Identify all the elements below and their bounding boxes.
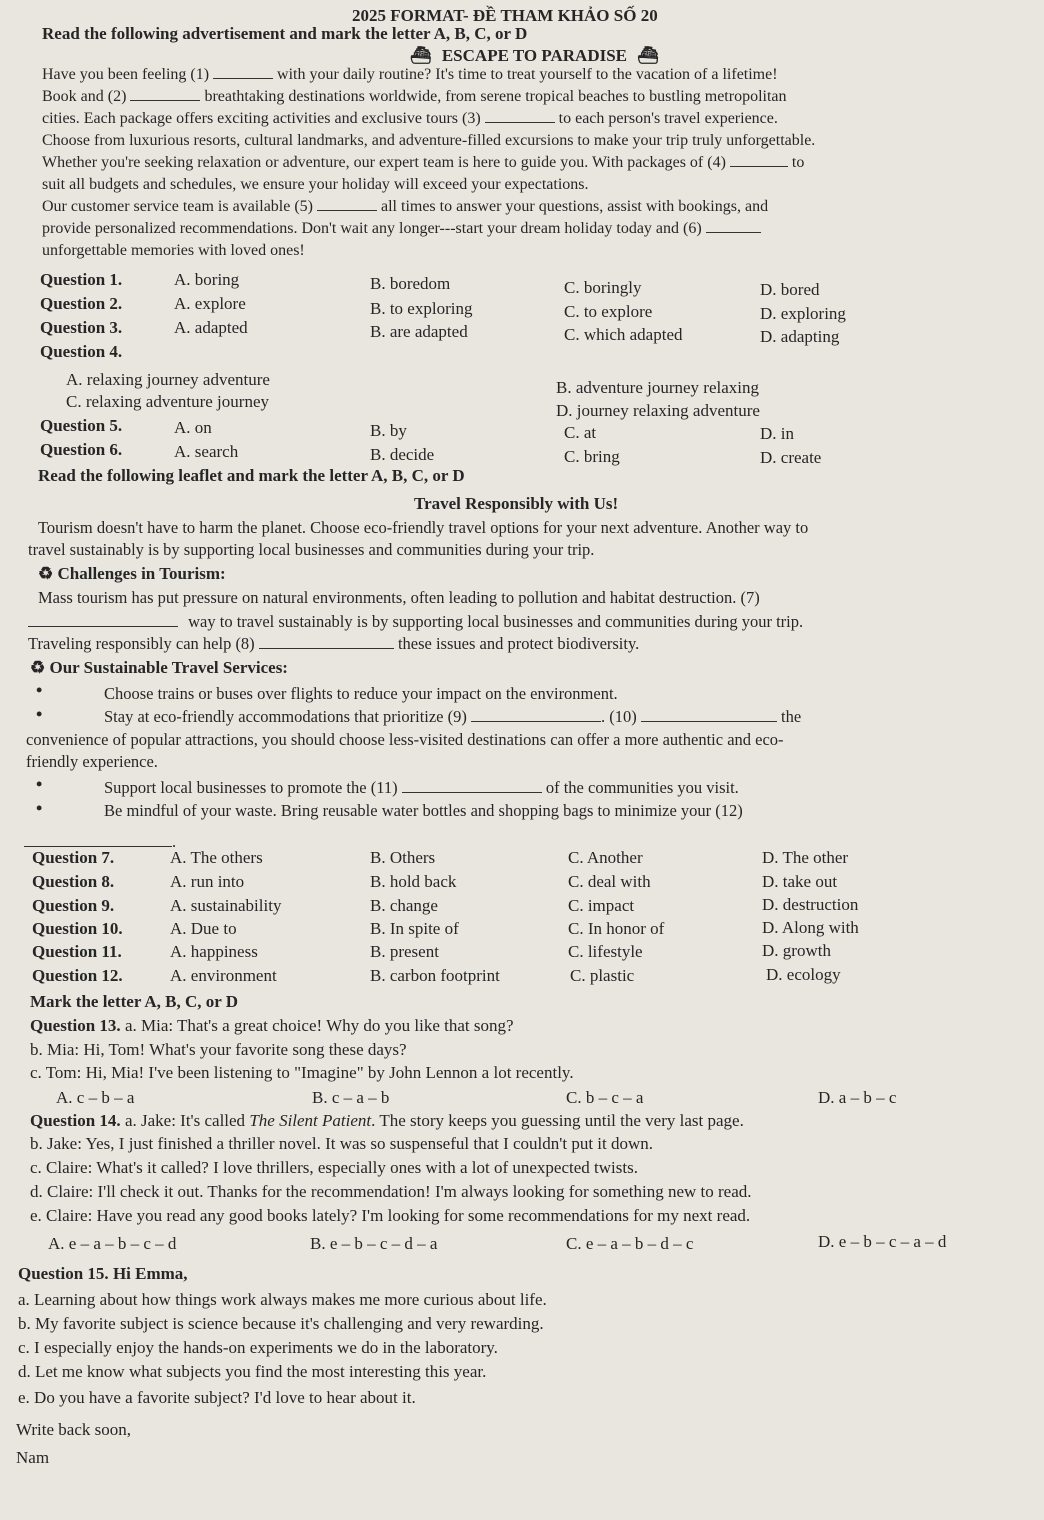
option-c[interactable]: C. at — [564, 423, 597, 442]
letter-signature: Nam — [16, 1448, 50, 1467]
option-d[interactable]: D. exploring — [760, 304, 846, 323]
option-b[interactable]: B. hold back — [370, 872, 457, 891]
option-b[interactable]: B. In spite of — [370, 919, 459, 938]
option-d[interactable]: D. take out — [762, 872, 838, 891]
question-label: Question 7. — [32, 848, 115, 867]
letter-line: e. Do you have a favorite subject? I'd love to hear about it. — [18, 1388, 416, 1407]
option-b[interactable]: B. are adapted — [370, 322, 468, 341]
book-title: The Silent Patient — [249, 1111, 372, 1130]
ad-title: ESCAPE TO PARADISE — [441, 46, 628, 65]
option-a[interactable]: A. adapted — [174, 318, 248, 337]
option-c[interactable]: C. In honor of — [568, 919, 665, 938]
option-c[interactable]: C. which adapted — [564, 325, 683, 344]
letter-line: c. I especially enjoy the hands-on experiments we do in the laboratory. — [18, 1338, 498, 1357]
option-a[interactable]: A. on — [174, 418, 212, 437]
blank-9 — [471, 720, 601, 722]
question-label: Question 11. — [32, 942, 122, 961]
challenges-heading — [38, 564, 226, 584]
option-b[interactable]: B. c – a – b — [312, 1088, 390, 1107]
dialogue-line: e. Claire: Have you read any good books lately? I'm looking for some recommendations for my next read. — [30, 1206, 751, 1225]
option-c[interactable]: C. lifestyle — [568, 942, 643, 961]
option-d[interactable]: D. journey relaxing adventure — [556, 401, 760, 420]
letter-line: b. My favorite subject is science because it's challenging and very rewarding. — [18, 1314, 544, 1333]
recycle-icon: ♻ — [30, 658, 46, 677]
letter-line: a. Learning about how things work always makes me more curious about life. — [18, 1290, 547, 1309]
option-c[interactable]: C. impact — [568, 896, 635, 915]
dialogue-line: a. Jake: It's called — [124, 1111, 250, 1130]
ad-line: Choose from luxurious resorts, cultural landmarks, and adventure-filled excursions to make your trip truly unforgettable. — [42, 132, 816, 149]
question-label: Question 3. — [40, 318, 123, 337]
question-label: Question 2. — [40, 294, 123, 313]
blank-11 — [402, 791, 542, 793]
option-c[interactable]: C. to explore — [564, 302, 653, 321]
ad-line: with your daily routine? It's time to treat yourself to the vacation of a lifetime! — [277, 66, 778, 83]
blank-1 — [213, 77, 273, 79]
leaflet-line: Tourism doesn't have to harm the planet. Choose eco-friendly travel options for your next adventure. Another way to — [38, 518, 809, 537]
option-a[interactable]: A. Due to — [170, 919, 237, 938]
option-d[interactable]: D. growth — [762, 941, 831, 960]
option-c[interactable]: C. plastic — [570, 966, 635, 985]
option-d[interactable]: D. in — [760, 424, 794, 443]
letter-greeting: Hi Emma, — [112, 1264, 188, 1283]
option-b[interactable]: B. carbon footprint — [370, 966, 500, 985]
question-label: Question 1. — [40, 270, 123, 289]
option-c[interactable]: C. Another — [568, 848, 643, 867]
option-a[interactable]: A. e – a – b – c – d — [48, 1234, 177, 1253]
leaflet-line: Choose trains or buses over flights to reduce your impact on the environment. — [104, 684, 618, 703]
leaflet-line: friendly experience. — [26, 752, 158, 771]
blank-4 — [730, 165, 788, 167]
ship-icon: ⛴ — [410, 46, 432, 65]
leaflet-line: way to travel sustainably is by supporting local businesses and communities during your trip. — [188, 612, 804, 631]
question-label: Question 13. — [30, 1016, 121, 1035]
ad-line: Have you been feeling (1) — [42, 66, 210, 83]
option-d[interactable]: D. The other — [762, 848, 849, 867]
option-a[interactable]: A. happiness — [170, 942, 258, 961]
option-a[interactable]: A. The others — [170, 848, 263, 867]
dialogue-line: a. Mia: That's a great choice! Why do you like that song? — [124, 1016, 514, 1035]
option-a[interactable]: A. c – b – a — [56, 1088, 135, 1107]
leaflet-line: Be mindful of your waste. Bring reusable water bottles and shopping bags to minimize your (12) — [104, 801, 743, 820]
option-b[interactable]: B. to exploring — [370, 299, 473, 318]
ad-line: cities. Each package offers exciting activities and exclusive tours (3) — [42, 110, 481, 127]
bullet-icon: • — [36, 704, 43, 724]
question-label: Question 10. — [32, 919, 123, 938]
leaflet-line: travel sustainably is by supporting local businesses and communities during your trip. — [28, 540, 595, 559]
leaflet-line: . (10) — [601, 707, 637, 726]
bullet-icon: • — [36, 680, 43, 700]
option-d[interactable]: D. Along with — [762, 918, 859, 937]
question-label: Question 6. — [40, 440, 123, 459]
option-a[interactable]: A. relaxing journey adventure — [66, 370, 270, 389]
leaflet-line: Traveling responsibly can help (8) — [28, 634, 255, 653]
leaflet-line: of the communities you visit. — [545, 778, 739, 797]
option-d[interactable]: D. e – b – c – a – d — [818, 1232, 947, 1251]
option-b[interactable]: B. by — [370, 421, 407, 440]
leaflet-line: these issues and protect biodiversity. — [397, 634, 640, 653]
blank-7 — [28, 625, 178, 627]
instruction-leaflet: Read the following leaflet and mark the letter A, B, C, or D — [38, 466, 465, 485]
blank-2 — [130, 99, 200, 101]
option-a[interactable]: A. explore — [174, 294, 246, 313]
question-label: Question 9. — [32, 896, 115, 915]
option-a[interactable]: A. sustainability — [170, 896, 282, 915]
dialogue-line: . The story keeps you guessing until the very last page. — [371, 1111, 744, 1130]
ad-title-row — [410, 46, 659, 66]
ad-line: unforgettable memories with loved ones! — [42, 242, 305, 259]
question-label: Question 14. — [30, 1111, 121, 1130]
leaflet-line: Stay at eco-friendly accommodations that prioritize (9) — [104, 707, 467, 726]
ad-line: Book and (2) — [42, 88, 127, 105]
dialogue-line: b. Jake: Yes, I just finished a thriller novel. It was so suspenseful that I couldn't put it down. — [30, 1134, 654, 1153]
option-d[interactable]: D. destruction — [762, 895, 859, 914]
ad-line: provide personalized recommendations. Don't wait any longer---start your dream holiday today and (6) — [42, 220, 702, 237]
dialogue-line: c. Claire: What's it called? I love thrillers, especially ones with a lot of unexpected twists. — [30, 1158, 638, 1177]
option-c[interactable]: C. deal with — [568, 872, 651, 891]
heading-text: Challenges in Tourism: — [57, 564, 226, 583]
option-c[interactable]: C. boringly — [564, 278, 642, 297]
leaflet-title: Travel Responsibly with Us! — [414, 494, 619, 513]
services-heading — [30, 658, 288, 678]
option-c[interactable]: C. b – c – a — [566, 1088, 644, 1107]
ad-line: breathtaking destinations worldwide, from serene tropical beaches to bustling metropolitan — [204, 88, 787, 105]
blank-8 — [259, 647, 394, 649]
heading-text: Our Sustainable Travel Services: — [49, 658, 288, 677]
option-b[interactable]: B. decide — [370, 445, 435, 464]
ad-line: to each person's travel experience. — [558, 110, 778, 127]
option-d[interactable]: D. ecology — [766, 965, 841, 984]
bullet-icon: • — [36, 774, 43, 794]
instruction-arrange: Mark the letter A, B, C, or D — [30, 992, 239, 1011]
option-d[interactable]: D. a – b – c — [818, 1088, 897, 1107]
ad-line: Our customer service team is available (5) — [42, 198, 313, 215]
option-a[interactable]: A. search — [174, 442, 239, 461]
leaflet-line: Support local businesses to promote the (11) — [104, 778, 398, 797]
exam-format-title: 2025 FORMAT- ĐỀ THAM KHẢO SỐ 20 — [352, 6, 658, 25]
ad-line: to — [791, 154, 805, 171]
dialogue-line: b. Mia: Hi, Tom! What's your favorite song these days? — [30, 1040, 407, 1059]
option-d[interactable]: D. adapting — [760, 327, 840, 346]
blank-5 — [317, 209, 377, 211]
recycle-icon: ♻ — [38, 564, 54, 583]
option-a[interactable]: A. environment — [170, 966, 277, 985]
option-b[interactable]: B. adventure journey relaxing — [556, 378, 759, 397]
instruction-advertisement: Read the following advertisement and mark the letter A, B, C, or D — [42, 24, 528, 43]
option-d[interactable]: D. bored — [760, 280, 820, 299]
ad-line: all times to answer your questions, assist with bookings, and — [381, 198, 769, 215]
option-c[interactable]: C. relaxing adventure journey — [66, 392, 269, 411]
option-b[interactable]: B. present — [370, 942, 439, 961]
ad-line: suit all budgets and schedules, we ensure your holiday will exceed your expectations. — [42, 176, 589, 193]
question-label: Question 15. — [18, 1264, 109, 1283]
leaflet-line: the — [781, 707, 802, 726]
question-label: Question 5. — [40, 416, 123, 435]
option-b[interactable]: B. change — [370, 896, 438, 915]
ship-icon: ⛴ — [637, 46, 659, 65]
dialogue-line: c. Tom: Hi, Mia! I've been listening to "Imagine" by John Lennon a lot recently. — [30, 1063, 574, 1082]
question-label: Question 4. — [40, 342, 123, 361]
question-label: Question 12. — [32, 966, 123, 985]
blank-6 — [706, 231, 761, 233]
bullet-icon: • — [36, 798, 43, 818]
option-a[interactable]: A. boring — [174, 270, 240, 289]
blank-12: . — [24, 832, 176, 852]
letter-closing: Write back soon, — [16, 1420, 131, 1439]
option-c[interactable]: C. bring — [564, 447, 620, 466]
option-c[interactable]: C. e – a – b – d – c — [566, 1234, 694, 1253]
blank-3 — [485, 121, 555, 123]
ad-line: Whether you're seeking relaxation or adventure, our expert team is here to guide you. With packages of (4) — [42, 154, 726, 171]
letter-line: d. Let me know what subjects you find the most interesting this year. — [18, 1362, 487, 1381]
leaflet-line: convenience of popular attractions, you should choose less-visited destinations can offer a more authentic and eco- — [26, 730, 784, 749]
dialogue-line: d. Claire: I'll check it out. Thanks for the recommendation! I'm always looking for something new to read. — [30, 1182, 752, 1201]
option-b[interactable]: B. e – b – c – d – a — [310, 1234, 438, 1253]
option-b[interactable]: B. Others — [370, 848, 436, 867]
option-d[interactable]: D. create — [760, 448, 822, 467]
question-label: Question 8. — [32, 872, 115, 891]
leaflet-line: Mass tourism has put pressure on natural environments, often leading to pollution and habitat destruction. (7) — [38, 588, 760, 607]
option-b[interactable]: B. boredom — [370, 274, 451, 293]
blank-10 — [641, 720, 777, 722]
option-a[interactable]: A. run into — [170, 872, 245, 891]
